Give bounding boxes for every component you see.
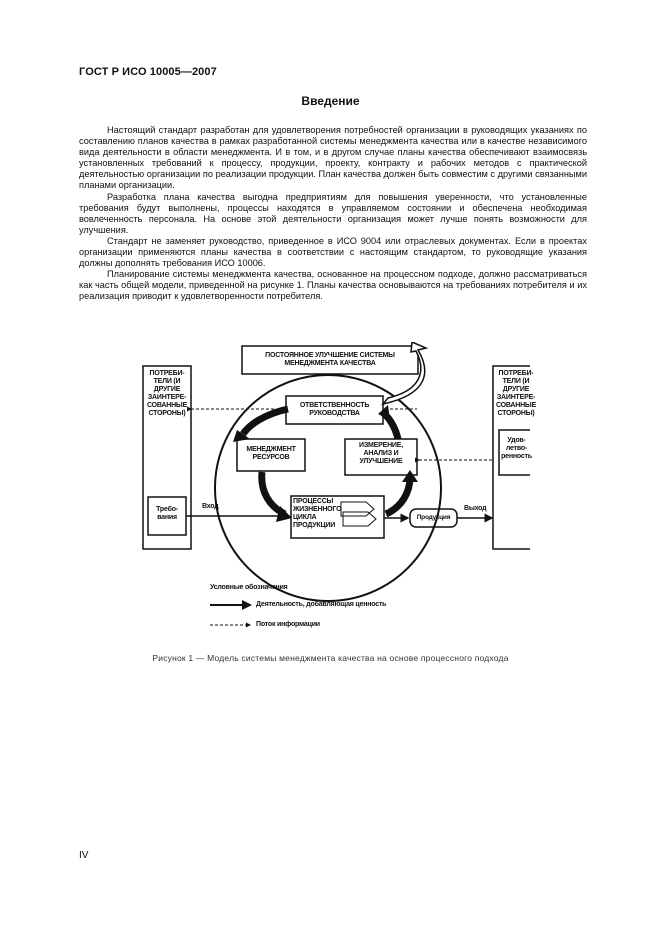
paragraph: Разработка плана качества выгодна предприятиям для повышения уверенности, что установленные требования будут выполнены, процессы находятся в управляемом состоянии и обеспечена необходимая вовлеченность персонала. На основе этой деятельности организация может лучше понять возможности для улучшения. [79,191,587,235]
process-chevron-icon [341,502,376,526]
page-number: IV [79,850,89,861]
improvement-label: ПОСТОЯННОЕ УЛУЧШЕНИЕ СИСТЕМЫ МЕНЕДЖМЕНТА КАЧЕСТВА [265,352,395,367]
product-realization-label: ПРОЦЕССЫ ЖИЗНЕННОГО ЦИКЛА ПРОДУКЦИИ [293,498,342,529]
resource-management-label: МЕНЕДЖМЕНТ РЕСУРСОВ [246,446,296,461]
requirements-label: Требо-вания [156,506,178,521]
customers-right-label: ПОТРЕБИ-ТЕЛИ (И ДРУГИЕ ЗАИНТЕРЕ-СОВАННЫЕ СТОРОНЫ) [495,370,537,417]
cycle-arrowhead-icon [402,470,418,482]
paragraph: Настоящий стандарт разработан для удовлетворения потребностей организации в руководящих указаниях по составлению планов качества в рамках разработанной системы менеджмента качества или в качестве независимого вида деятельности в области менеджмента. И в том, и в другом случае планы качества обеспечивают взаимосвязь установленных требований к процессу, продукции, проекту, контракту и рабочих методов с практической деятельностью организации по реализации продукции. План качества должен быть совместим с другими связанными планами организации. [79,125,587,191]
cycle-arrow-top-left [243,409,288,434]
product-label: Продукция [416,514,451,521]
output-label: Выход [464,505,487,512]
legend-info-flow: Поток информации [256,621,320,628]
legend-value-added: Деятельность, добавляющая ценность [256,601,387,608]
input-label: Вход [202,503,219,510]
document-header: ГОСТ Р ИСО 10005—2007 [79,66,217,78]
figure-caption: Рисунок 1 — Модель системы менеджмента качества на основе процессного подхода [152,653,509,663]
section-title: Введение [301,94,360,108]
legend-title: Условные обозначения [210,584,288,591]
management-responsibility-label: ОТВЕТСТВЕННОСТЬ РУКОВОДСТВА [299,402,370,417]
qms-model-figure [130,342,537,642]
cycle-arrow-bottom-right [386,477,410,514]
satisfaction-label: Удов-летво-ренность [501,437,532,460]
body-text [79,125,587,303]
paragraph: Стандарт не заменяет руководство, приведенное в ИСО 9004 или отраслевых документах. Если в проектах организации применяются планы качества в соответствии с настоящим стандартом, то руководящие указания должны дополнять требования ИСО 10006. [79,235,587,269]
measurement-label: ИЗМЕРЕНИЕ, АНАЛИЗ И УЛУЧШЕНИЕ [359,442,403,465]
paragraph: Планирование системы менеджмента качества, основанное на процессном подходе, должно рассматриваться как часть общей модели, приведенной на рисунке 1. Планы качества основываются на требованиях потребителя и их реализация приводит к удовлетворенности потребителя. [79,269,587,302]
customers-left-label: ПОТРЕБИ-ТЕЛИ (И ДРУГИЕ ЗАИНТЕРЕ-СОВАННЫЕ СТОРОНЫ) [146,370,188,417]
